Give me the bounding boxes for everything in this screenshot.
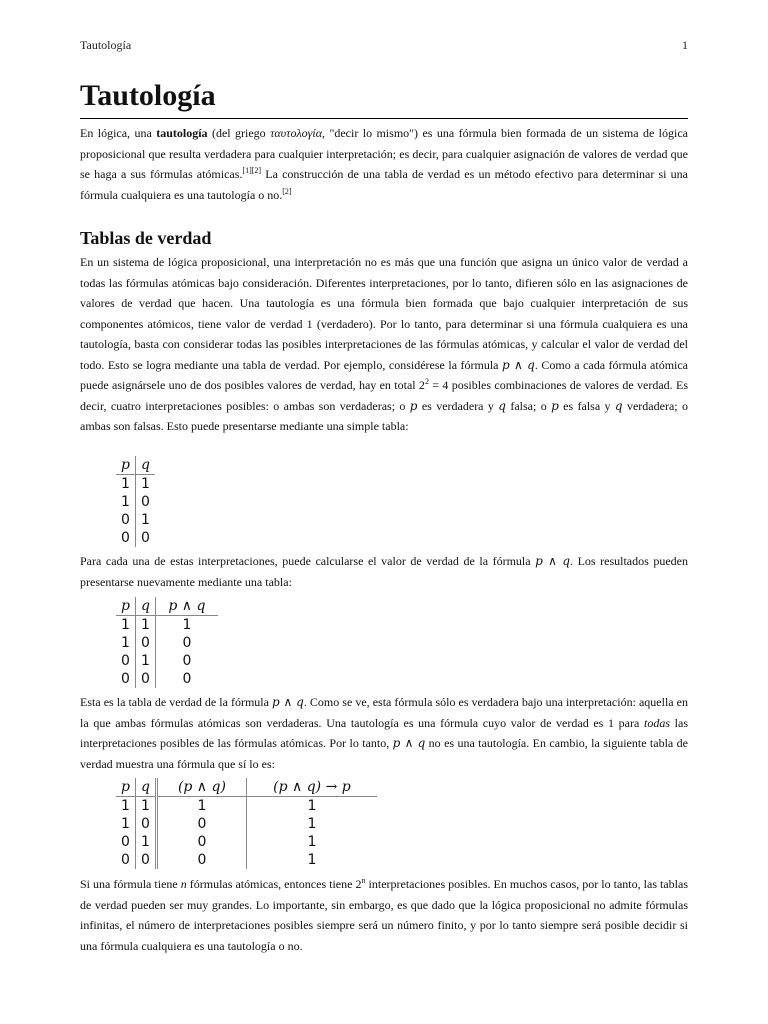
table-row: 1 0 0 <box>116 634 218 652</box>
table-header: p <box>116 597 135 616</box>
formula: p ∧ q <box>392 736 426 750</box>
table-row: 1 1 1 <box>116 616 218 635</box>
table-row: 1 1 <box>116 475 155 494</box>
running-header-title: Tautología <box>80 38 132 52</box>
running-header <box>80 38 688 53</box>
table-row: 0 1 0 1 <box>116 833 377 851</box>
emphasis-todas: todas <box>643 715 670 730</box>
paragraph-2: Para cada una de estas interpretaciones, puede calcularse el valor de verdad de la fórmula p ∧ q. Los resultados pueden presentarse nuevamente mediante una tabla: <box>80 554 688 589</box>
table-header: p ∧ q <box>155 597 218 616</box>
truth-table-1 <box>116 456 155 547</box>
table-row: 0 0 <box>116 529 155 547</box>
table-row: 0 1 <box>116 511 155 529</box>
table-header: p <box>116 778 135 797</box>
formula: p ∧ q <box>535 554 571 568</box>
reference-link[interactable]: [1][2] <box>242 166 262 175</box>
table-header: q <box>135 778 156 797</box>
table-row: 1 0 <box>116 493 155 511</box>
paragraph-1: En un sistema de lógica proposicional, una interpretación no es más que una función que asigna un único valor de verdad a todas las fórmulas atómicas bajo consideración. Diferentes interpretaciones, por lo tanto, difieren sólo en las asignaciones de valores de verdad que hacen. Una tautología es una fórmula bien formada que bajo cualquier interpretación de sus componentes atómicos, tiene valor de verdad 1 (verdadero). Por lo tanto, para determinar si una fórmula cualquiera es una tautología, basta con considerar todas las posibles interpretaciones de las fórmulas atómicas, y calcular el valor de verdad del todo. Esto se logra mediante una tabla de verdad. Por ejemplo, considérese la fórmula p ∧ q. Como a cada fórmula atómica puede asignársele uno de dos posibles valores de verdad, hay en total $2^2 = 4$ posibles combinaciones de valores de verdad. Es decir, cuatro interpretaciones posibles: o ambas son verdaderas; o p es verdadera y q falsa; o p es falsa y q verdadera; o ambas son falsas. Esto puede presentarse mediante una simple tabla: <box>80 255 689 433</box>
table-header: (p ∧ q) <box>156 778 246 797</box>
truth-table-2 <box>116 597 218 688</box>
table-row: 1 1 1 1 <box>116 797 377 816</box>
formula: p ∧ q <box>502 357 535 372</box>
term-tautologia: tautología <box>156 126 208 140</box>
table-header: p <box>116 456 135 475</box>
table-row: 0 1 0 <box>116 652 218 670</box>
page-number: 1 <box>682 38 688 52</box>
greek-word: ταυτολογία <box>270 126 323 140</box>
table-row: 1 0 0 1 <box>116 815 377 833</box>
paragraph-4: Si una fórmula tiene n fórmulas atómicas, entonces tiene 2$^n$ interpretaciones posibles. En muchos casos, por lo tanto, las tablas de verdad pueden ser muy grandes. Lo importante, sin embargo, es que dado que la lógica proposicional no admite fórmulas infinitas, el número de interpretaciones posibles siempre será un número finito, y por lo tanto siempre será posible decidir si una fórmula cualquiera es una tautología o no. <box>80 876 689 953</box>
table-header: (p ∧ q) → p <box>246 778 377 797</box>
table-header: q <box>135 456 154 475</box>
table-row: 0 0 0 1 <box>116 851 377 869</box>
table-row: 0 0 0 <box>116 670 218 688</box>
section-heading: Tablas de verdad <box>80 228 212 248</box>
truth-table-3 <box>116 778 377 869</box>
page-title: Tautología <box>80 78 688 119</box>
formula: p ∧ q <box>272 695 304 709</box>
table-header: q <box>135 597 155 616</box>
intro-paragraph: En lógica, una tautología (del griego ταυτολογία, "decir lo mismo") es una fórmula bien formada de un sistema de lógica proposicional que resulta verdadera para cualquier interpretación; es decir, para cualquier asignación de valores de verdad que se haga a sus fórmulas atómicas.[1][2] La construcción de una tabla de verdad es un método efectivo para determinar si una fórmula cualquiera es una tautología o no.[2] <box>80 126 689 202</box>
reference-link[interactable]: [2] <box>282 186 292 196</box>
paragraph-3: Esta es la tabla de verdad de la fórmula p ∧ q. Como se ve, esta fórmula sólo es verdadera bajo una interpretación: aquella en la que ambas fórmulas atómicas son verdaderas. Una tautología es una fórmula cuyo valor de verdad es 1 para todas las interpretaciones posibles de las fórmulas atómicas. Por lo tanto, p ∧ q no es una tautología. En cambio, la siguiente tabla de verdad muestra una fórmula que sí lo es: <box>80 695 688 771</box>
